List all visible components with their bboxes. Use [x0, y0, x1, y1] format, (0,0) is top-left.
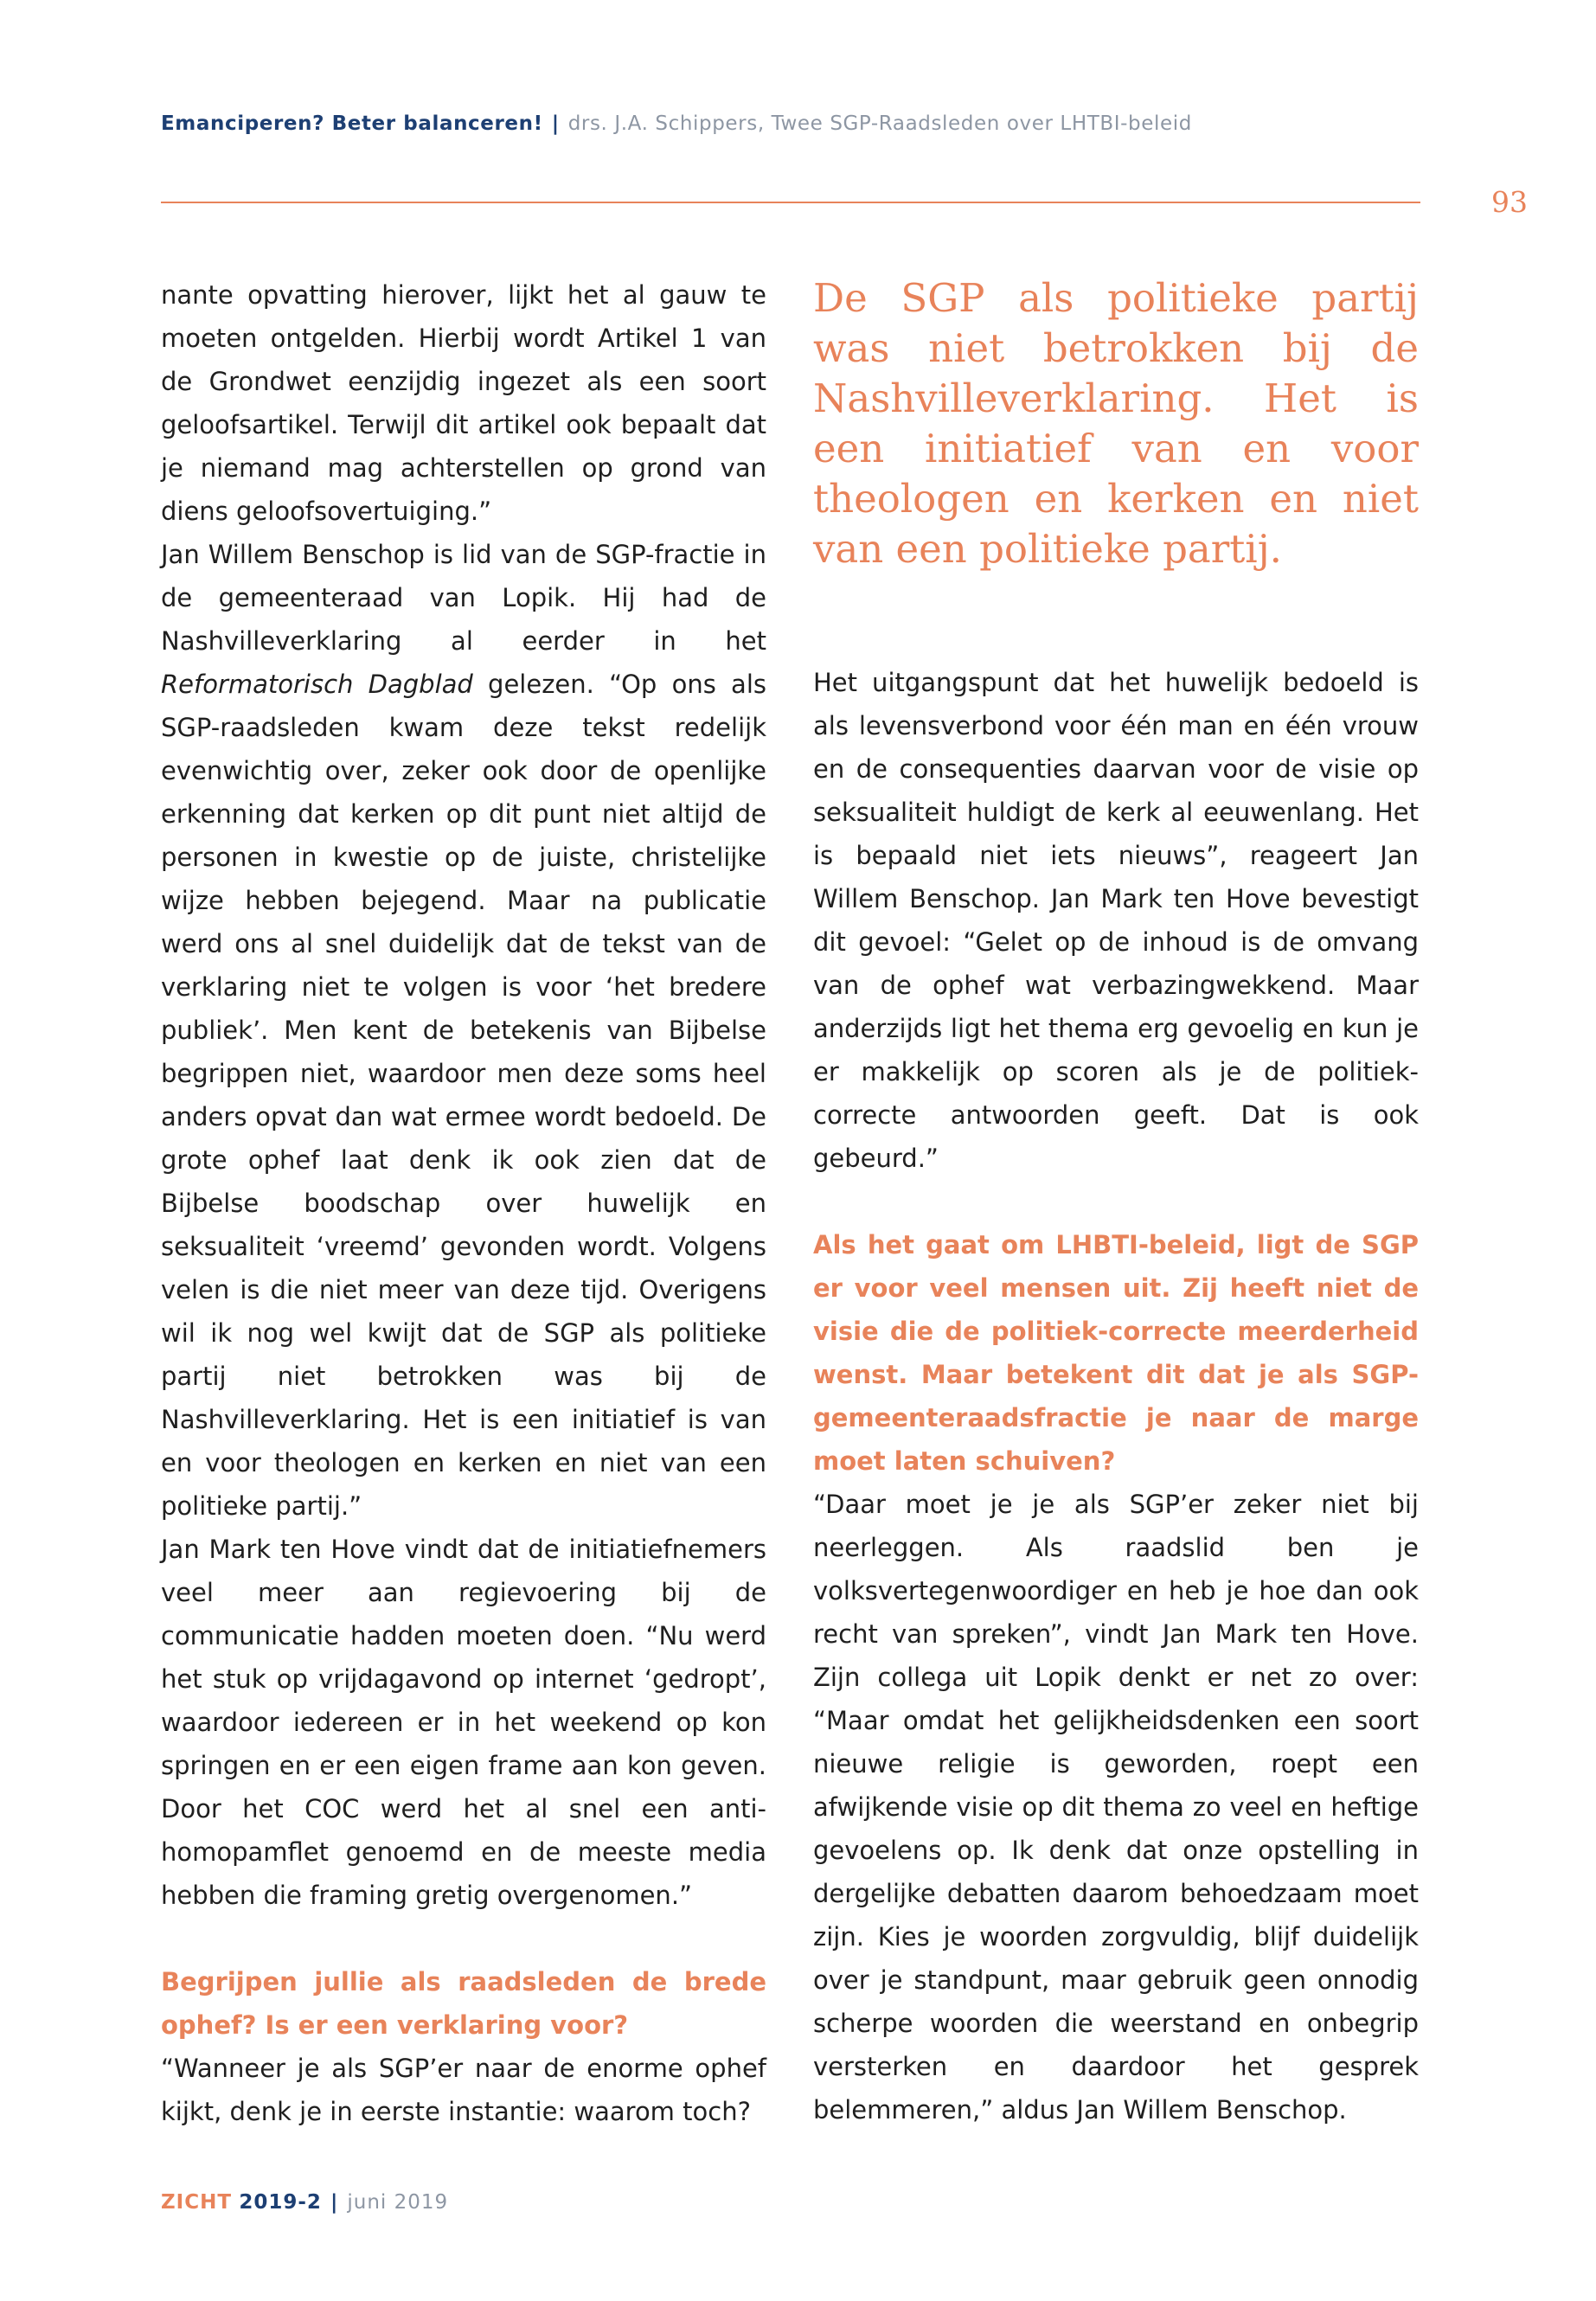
- issue-date: juni 2019: [347, 2191, 449, 2214]
- issue-number: 2019-2: [239, 2191, 322, 2214]
- body-paragraph: “Daar moet je je als SGP’er zeker niet bij neerleggen. Als raadslid ben je volksvertegenwoordiger en heb je hoe dan ook recht van spreken”, vindt Jan Mark ten Hove. Zijn collega uit Lopik denkt er net zo over: “Maar omdat het gelijkheidsdenken een soort nieuwe religie is geworden, roept een afwijkende visie op dit thema zo veel en heftige gevoelens op. Ik denk dat onze opstelling in dergelijke debatten daarom behoedzaam moet zijn. Kies je woorden zorgvuldig, blijf duidelijk over je standpunt, maar gebruik geen onnodig scherpe woorden die weerstand en onbegrip versterken en daardoor het gesprek belemmeren,” aldus Jan Willem Benschop.: [813, 1490, 1419, 2125]
- series-title: Emanciperen? Beter balanceren!: [161, 112, 543, 135]
- body-text: gelezen. “Op ons als SGP-raadsleden kwam deze tekst redelijk evenwichtig over, zeker ook door de openlijke erkenning dat kerken op dit punt niet altijd de personen in kwestie op de juiste, christelijke wijze hebben bejegend. Maar na publicatie werd ons al snel duidelijk dat de tekst van de verklaring niet te volgen is voor ‘het bredere publiek’. Men kent de betekenis van Bijbelse begrippen niet, waardoor men deze soms heel anders opvat dan wat ermee wordt bedoeld. De grote ophef laat denk ik ook zien dat de Bijbelse boodschap over huwelijk en seksualiteit ‘vreemd’ gevonden wordt. Volgens velen is die niet meer van deze tijd. Overigens wil ik nog wel kwijt dat de SGP als politieke partij niet betrokken was bij de Nashvilleverklaring. Het is een initiatief is van en voor theologen en kerken en niet van een politieke partij.”: [161, 670, 766, 1521]
- body-paragraph: Het uitgangspunt dat het huwelijk bedoeld is als levensverbond voor één man en één vrouw en de consequenties daarvan voor de visie op seksualiteit huldigt de kerk al eeuwenlang. Het is bepaald niet iets nieuws”, reageert Jan Willem Benschop. Jan Mark ten Hove bevestigt dit gevoel: “Gelet op de inhoud is de omvang van de ophef wat verbazingwekkend. Maar anderzijds ligt het thema erg gevoelig en kun je er makkelijk op scoren als je de politiek-correcte antwoorden geeft. Dat is ook gebeurd.”: [813, 668, 1419, 1173]
- body-paragraph: “Wanneer je als SGP’er naar de enorme ophef kijkt, denk je in eerste instantie: waarom toch?: [161, 2054, 766, 2126]
- body-paragraph: [161, 533, 766, 1528]
- right-column: [813, 273, 1419, 2131]
- interview-question: Begrijpen jullie als raadsleden de brede ophef? Is er een verklaring voor?: [161, 1967, 766, 2040]
- newspaper-title: Reformatorisch Dagblad: [161, 670, 473, 699]
- footer-separator: |: [330, 2191, 339, 2214]
- interview-question: Als het gaat om LHBTI-beleid, ligt de SGP er voor veel mensen uit. Zij heeft niet de visie die de politiek-correcte meerderheid wenst. Maar betekent dit dat je als SGP-gemeenteraadsfractie je naar de marge moet laten schuiven?: [813, 1230, 1419, 1476]
- page-number: 93: [1491, 185, 1528, 219]
- body-paragraph: Jan Mark ten Hove vindt dat de initiatiefnemers veel meer aan regievoering bij de communicatie hadden moeten doen. “Nu werd het stuk op vrijdagavond op internet ‘gedropt’, waardoor iedereen er in het weekend op kon springen en er een eigen frame aan kon geven. Door het COC werd het al snel een anti-homopamflet genoemd en de meeste media hebben die framing gretig overgenomen.”: [161, 1535, 766, 1910]
- author-article-title: drs. J.A. Schippers, Twee SGP-Raadsleden over LHTBI-beleid: [567, 112, 1192, 135]
- body-text: Jan Willem Benschop is lid van de SGP-fractie in de gemeenteraad van Lopik. Hij had de Nashvilleverklaring al eerder in het: [161, 540, 766, 656]
- pull-quote: De SGP als politieke partij was niet betrokken bij de Nashvilleverklaring. Het is een initiatief van en voor theologen en kerken en niet van een politieke partij.: [813, 275, 1419, 572]
- body-paragraph: nante opvatting hierover, lijkt het al gauw te moeten ontgelden. Hierbij wordt Artikel 1 van de Grondwet eenzijdig ingezet als een soort geloofsartikel. Terwijl dit artikel ook bepaalt dat je niemand mag achterstellen op grond van diens geloofsovertuiging.”: [161, 280, 766, 526]
- magazine-name: ZICHT: [161, 2191, 233, 2214]
- footer: [161, 2191, 448, 2214]
- header-separator: |: [551, 112, 560, 135]
- header-rule: [161, 202, 1420, 203]
- left-column: [161, 273, 766, 2133]
- running-header: [161, 112, 1192, 135]
